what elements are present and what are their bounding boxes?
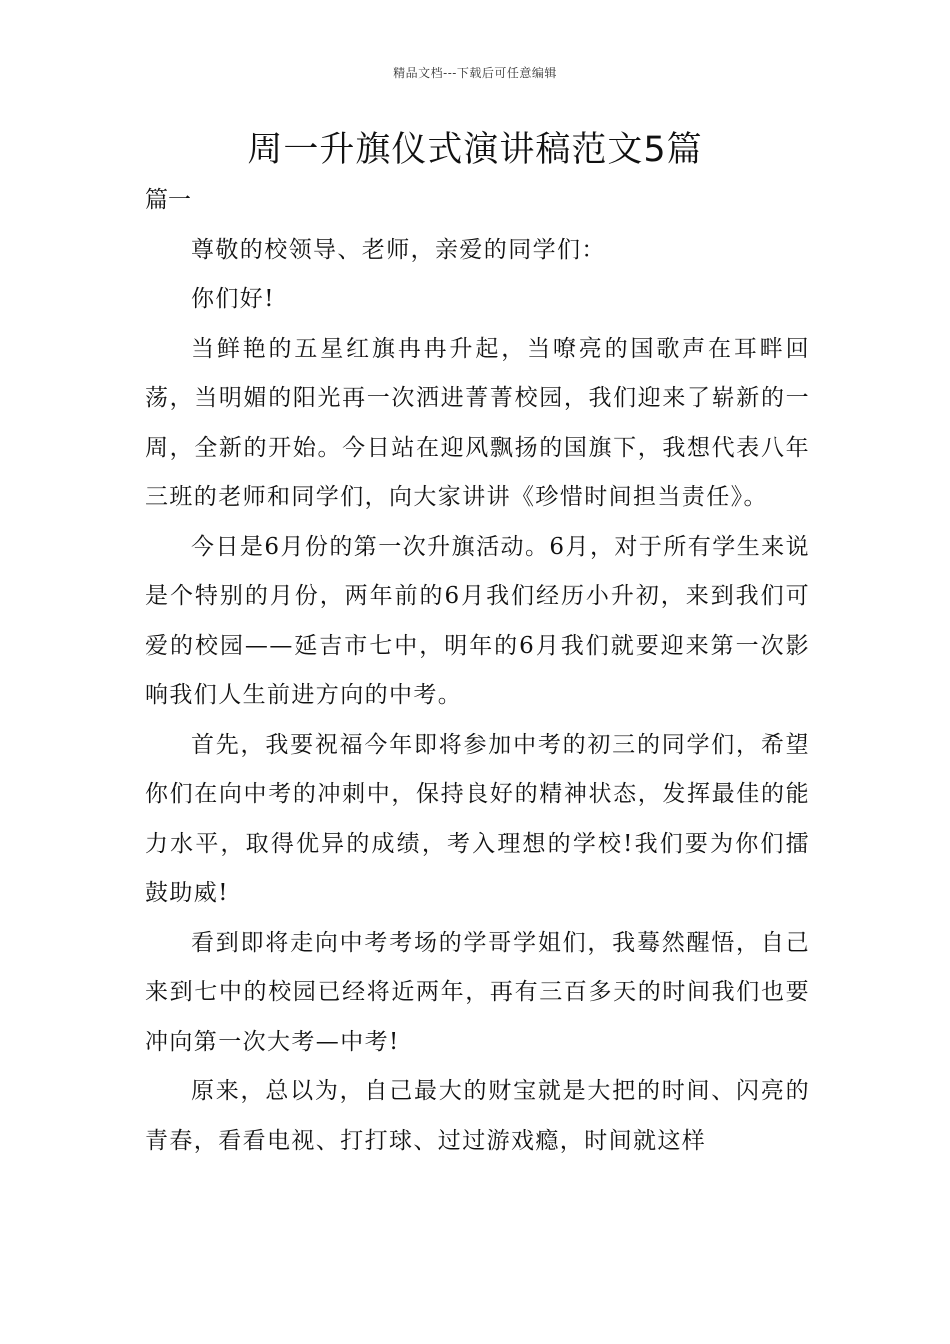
header-note: 精品文档---下载后可任意编辑 xyxy=(393,66,557,80)
paragraph: 原来，总以为，自己最大的财宝就是大把的时间、闪亮的青春，看看电视、打打球、过过游戏瘾，时间就这样 xyxy=(145,1078,810,1154)
paragraph: 看到即将走向中考考场的学哥学姐们，我蓦然醒悟，自己来到七中的校园已经将近两年，再有三百多天的时间我们也要冲向第一次大考—中考! xyxy=(145,929,810,1055)
paragraph: 今日是6月份的第一次升旗活动。6月，对于所有学生来说是个特别的月份，两年前的6月我们经历小升初，来到我们可爱的校园——延吉市七中，明年的6月我们就要迎来第一次影响我们人生前进方向的中考。 xyxy=(145,533,810,708)
paragraph-salutation: 尊敬的校领导、老师，亲爱的同学们： xyxy=(191,236,606,263)
document-title: 周一升旗仪式演讲稿范文5篇 xyxy=(247,130,703,170)
paragraph: 当鲜艳的五星红旗冉冉升起，当嘹亮的国歌声在耳畔回荡，当明媚的阳光再一次洒进菁菁校园，我们迎来了崭新的一周，全新的开始。今日站在迎风飘扬的国旗下，我想代表八年三班的老师和同学们，向大家讲讲《珍惜时间担当责任》。 xyxy=(145,335,810,510)
document-body xyxy=(145,176,810,1166)
paragraph-greeting: 你们好! xyxy=(191,286,275,312)
paragraph: 首先，我要祝福今年即将参加中考的初三的同学们，希望你们在向中考的冲刺中，保持良好的精神状态，发挥最佳的能力水平，取得优异的成绩，考入理想的学校!我们要为你们擂鼓助威! xyxy=(145,731,810,906)
section-label: 篇一 xyxy=(145,187,191,213)
